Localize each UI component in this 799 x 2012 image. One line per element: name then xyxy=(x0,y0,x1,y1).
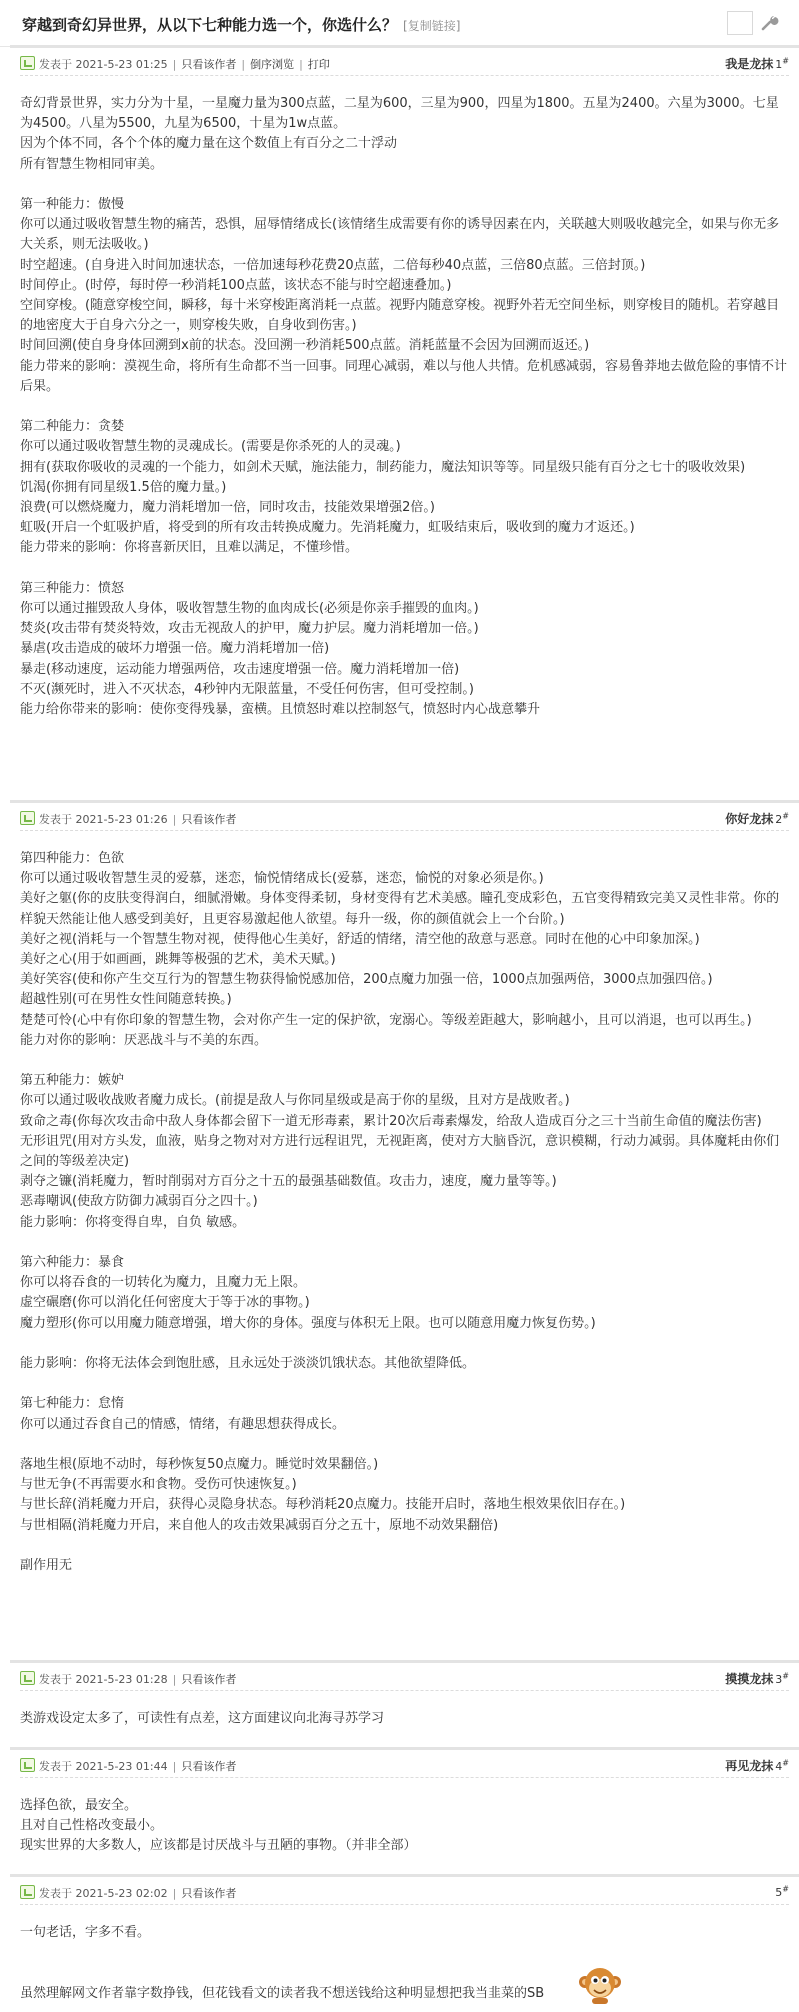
post-text-line: 剥夺之镰(消耗魔力，暂时削弱对方百分之十五的最强基础数值。攻击力，速度，魔力量等等。) xyxy=(20,1174,557,1190)
post-text-line: 选择色欲，最安全。 xyxy=(20,1798,138,1813)
post-text-line: 饥渴(你拥有同星级1.5倍的魔力量。) xyxy=(20,479,227,495)
post-body xyxy=(20,76,789,720)
blank-line xyxy=(20,175,789,195)
blank-line xyxy=(20,559,789,579)
blank-line xyxy=(20,1963,789,1983)
post-text-line: 能力影响：你将变得自卑，自负 敏感。 xyxy=(20,1214,246,1230)
post-icon xyxy=(20,811,35,825)
post-text-line: 因为个体不同，各个个体的魔力量在这个数值上有百分之二十浮动 xyxy=(20,136,398,152)
only-author-link[interactable]: 只看该作者 xyxy=(181,813,237,826)
post-text-line: 虹吸(开启一个虹吸护盾，将受到的所有攻击转换成魔力。先消耗魔力，虹吸结束后，吸收到的魔力才返还。) xyxy=(20,520,635,536)
post-text-line: 焚炎(攻击带有焚炎特效，攻击无视敌人的护甲，魔力护层。魔力消耗增加一倍。) xyxy=(20,621,479,637)
blank-line xyxy=(20,1943,789,1963)
post-text-line: 时空超速。(自身进入时间加速状态，一倍加速每秒花费20点蓝，二倍每秒40点蓝，三倍80点蓝。三倍封顶。) xyxy=(20,257,646,273)
monkey-emoji-icon xyxy=(578,1962,622,2006)
only-author-link[interactable]: 只看该作者 xyxy=(181,1887,237,1900)
post-icon xyxy=(20,1671,35,1685)
post-author xyxy=(725,810,789,827)
blank-line xyxy=(20,1435,789,1455)
post-text-line: 第三种能力：愤怒 xyxy=(20,580,125,596)
only-author-link[interactable]: 只看该作者 xyxy=(181,1673,237,1686)
post-text-line: 你可以通过吞食自己的情感，情绪，有趣思想获得成长。 xyxy=(20,1416,346,1432)
post-text-line: 第六种能力：暴食 xyxy=(20,1255,125,1271)
post-text-line: 时间回溯(使自身身体回溯到x前的状态。没回溯一秒消耗500点蓝。消耗蓝量不会因为回溯而返还。) xyxy=(20,338,590,354)
posted-prefix: 发表于 xyxy=(39,1760,72,1773)
post-text-line: 一句老话，字多不看。 xyxy=(20,1925,151,1940)
thread-title xyxy=(22,14,460,35)
blank-line xyxy=(20,1374,789,1394)
floor-number: 3# xyxy=(775,1671,789,1686)
post-text-line: 虽然理解网文作者靠字数挣钱，但花钱看文的读者我不想送钱给这种明显想把我当韭菜的SB xyxy=(20,1985,545,2001)
blank-line xyxy=(20,1051,789,1071)
post-text-line: 能力给你带来的影响：使你变得残暴，蛮横。且愤怒时难以控制怒气，愤怒时内心战意攀升 xyxy=(20,702,541,718)
post-text-line: 魔力塑形(你可以用魔力随意增强，增大你的身体。强度与体积无上限。也可以随意用魔力恢复伤势。) xyxy=(20,1315,596,1331)
title-checkbox[interactable] xyxy=(727,11,753,35)
post-text-line: 浪费(可以燃烧魔力，魔力消耗增加一倍，同时攻击，技能效果增强2倍。) xyxy=(20,500,435,516)
blank-line xyxy=(20,1334,789,1354)
author-name[interactable]: 再见龙抹 xyxy=(725,1759,774,1773)
post-text-line: 与世相隔(消耗魔力开启，来自他人的攻击效果减弱百分之五十，原地不动效果翻倍) xyxy=(20,1517,499,1533)
post-text-line: 能力带来的影响：你将喜新厌旧，且难以满足，不懂珍惜。 xyxy=(20,540,359,556)
only-author-link[interactable]: 只看该作者 xyxy=(181,1760,237,1773)
post-text-line: 与世无争(不再需要水和食物。受伤可快速恢复。) xyxy=(20,1477,297,1493)
post-text-line: 恶毒嘲讽(使敌方防御力减弱百分之四十。) xyxy=(20,1194,258,1210)
post-text-line: 美好之视(消耗与一个智慧生物对视，使得他心生美好，舒适的情绪，清空他的敌意与恶意。同时在他的心中印象加深。) xyxy=(20,931,700,947)
post-text-line: 不灭(濒死时，进入不灭状态，4秒钟内无限蓝量，不受任何伤害，但可受控制。) xyxy=(20,681,474,697)
author-name[interactable]: 摸摸龙抹 xyxy=(725,1672,774,1686)
post-meta: 发表于 2021-5-23 01:28 | 只看该作者 xyxy=(39,1673,237,1686)
post-meta: 发表于 2021-5-23 01:26 | 只看该作者 xyxy=(39,813,237,826)
post-text-line: 且对自己性格改变最小。 xyxy=(20,1818,164,1834)
post-text-line: 所有智慧生物相同审美。 xyxy=(20,156,164,172)
posted-prefix: 发表于 xyxy=(39,1887,72,1900)
post-body xyxy=(20,1778,789,1857)
post-text-line: 奇幻背景世界，实力分为十星，一星魔力量为300点蓝，二星为600，三星为900，四星为1800。五星为2400。六星为3000。七星为4500。八星为5500，九星为6500，十星为1w点蓝。 xyxy=(20,96,779,132)
post-icon xyxy=(20,1885,35,1899)
reverse-order-link[interactable]: 倒序浏览 xyxy=(250,58,295,71)
floor-number: 1# xyxy=(775,56,789,71)
post-meta: 发表于 2021-5-23 01:44 | 只看该作者 xyxy=(39,1760,237,1773)
print-link[interactable]: 打印 xyxy=(307,58,330,71)
post-text-line: 暴走(移动速度，运动能力增强两倍，攻击速度增强一倍。魔力消耗增加一倍) xyxy=(20,661,460,677)
post-text-line: 拥有(获取你吸收的灵魂的一个能力，如剑术天赋，施法能力，制药能力，魔法知识等等。同星级只能有百分之七十的吸收效果) xyxy=(20,459,746,475)
post-header xyxy=(20,803,789,831)
post-meta: 发表于 2021-5-23 01:25 | 只看该作者 | 倒序浏览 | 打印 xyxy=(39,58,330,71)
post-text-line: 你可以将吞食的一切转化为魔力，且魔力无上限。 xyxy=(20,1275,307,1291)
post-text-line: 第四种能力：色欲 xyxy=(20,851,125,866)
author-name[interactable]: 我是龙抹 xyxy=(725,57,774,71)
only-author-link[interactable]: 只看该作者 xyxy=(181,58,237,71)
post-body xyxy=(20,831,789,1576)
post-text-line: 美好之心(用于如画画，跳舞等极强的艺术，美术天赋。) xyxy=(20,952,336,968)
floor-number: 2# xyxy=(775,811,789,826)
post-text-line: 落地生根(原地不动时，每秒恢复50点魔力。睡觉时效果翻倍。) xyxy=(20,1457,379,1473)
post-header xyxy=(20,1663,789,1691)
post-4 xyxy=(10,1747,799,1857)
post-text-line: 副作用无 xyxy=(20,1558,73,1574)
post-text-line: 第一种能力：傲慢 xyxy=(20,197,125,212)
post-icon xyxy=(20,56,35,70)
floor-number: 4# xyxy=(775,1758,789,1773)
post-time: 2021-5-23 01:26 xyxy=(75,813,168,826)
post-icon xyxy=(20,1758,35,1772)
post-text-line: 能力对你的影响：厌恶战斗与不美的东西。 xyxy=(20,1032,268,1048)
post-5 xyxy=(10,1874,799,2004)
post-body xyxy=(20,1905,789,2004)
post-text-line: 你可以通过吸收智慧生灵的爱慕，迷恋，愉悦情绪成长(爱慕，迷恋，愉悦的对象必须是你。) xyxy=(20,871,544,887)
post-text-line: 暴虐(攻击造成的破坏力增强一倍。魔力消耗增加一倍) xyxy=(20,641,330,657)
blank-line xyxy=(20,1536,789,1556)
post-text-line: 无形诅咒(用对方头发，血液，贴身之物对对方进行远程诅咒，无视距离，使对方大脑昏沉，意识模糊，行动力减弱。具体魔耗由你们之间的等级差决定) xyxy=(20,1133,780,1170)
post-text-line: 你可以通过吸收战败者魔力成长。(前提是敌人与你同星级或是高于你的星级，且对方是战败者。) xyxy=(20,1093,570,1109)
post-text-line: 超越性别(可在男性女性间随意转换。) xyxy=(20,992,232,1008)
post-text-line: 虚空碾磨(你可以消化任何密度大于等于冰的事物。) xyxy=(20,1295,310,1311)
post-text-line: 能力影响：你将无法体会到饱肚感，且永远处于淡淡饥饿状态。其他欲望降低。 xyxy=(20,1356,476,1372)
floor-number: 5# xyxy=(775,1884,789,1899)
posted-prefix: 发表于 xyxy=(39,813,72,826)
post-header xyxy=(20,1750,789,1778)
post-1 xyxy=(10,45,799,720)
post-author xyxy=(725,1670,789,1687)
post-text-line: 美好之躯(你的皮肤变得润白，细腻滑嫩。身体变得柔韧，身材变得有艺术美感。瞳孔变成彩色，五官变得精致完美又灵性非常。你的样貌天然能让他人感受到美好，且更容易激起他人欲望。每升一级，你的颜值就会上一个台阶。) xyxy=(20,891,780,927)
post-text-line: 空间穿梭。(随意穿梭空间，瞬移，每十米穿梭距离消耗一点蓝。视野内随意穿梭。视野外若无空间坐标，则穿梭目的随机。若穿越目的地密度大于自身六分之一，则穿梭失败，自身收到伤害。) xyxy=(20,298,780,334)
post-text-line: 类游戏设定太多了，可读性有点差，这方面建议向北海寻苏学习 xyxy=(20,1711,385,1726)
post-time: 2021-5-23 01:28 xyxy=(75,1673,168,1686)
post-text-line: 楚楚可怜(心中有你印象的智慧生物，会对你产生一定的保护欲，宠溺心。等级差距越大，影响越小，且可以消退，也可以再生。) xyxy=(20,1012,752,1028)
post-author xyxy=(773,1884,789,1899)
posted-prefix: 发表于 xyxy=(39,1673,72,1686)
post-text-line: 时间停止。(时停，每时停一秒消耗100点蓝，该状态不能与时空超速叠加。) xyxy=(20,277,452,293)
post-time: 2021-5-23 01:44 xyxy=(75,1760,168,1773)
wrench-icon[interactable] xyxy=(761,13,779,31)
post-author xyxy=(725,1757,789,1774)
post-text-line: 你可以通过吸收智慧生物的痛苦，恐惧，屈辱情绪成长(该情绪生成需要有你的诱导因素在内，关联越大则吸收越完全，如果与你无多大关系，则无法吸收。) xyxy=(20,217,780,253)
post-2 xyxy=(10,800,799,1576)
blank-line xyxy=(20,1233,789,1253)
post-header xyxy=(20,48,789,76)
post-text-line: 你可以通过吸收智慧生物的灵魂成长。(需要是你杀死的人的灵魂。) xyxy=(20,439,401,455)
post-meta: 发表于 2021-5-23 02:02 | 只看该作者 xyxy=(39,1887,237,1900)
post-text-line: 现实世界的大多数人，应该都是讨厌战斗与丑陋的事物。（并非全部） xyxy=(20,1838,417,1854)
post-text-line: 第二种能力：贪婪 xyxy=(20,419,125,435)
post-text-line: 第五种能力：嫉妒 xyxy=(20,1073,125,1089)
post-time: 2021-5-23 01:25 xyxy=(75,58,168,71)
post-text-line: 你可以通过摧毁敌人身体，吸收智慧生物的血肉成长(必须是你亲手摧毁的血肉。) xyxy=(20,601,479,617)
thread-title-bar xyxy=(0,0,799,47)
copy-link-button[interactable]: [复制链接] xyxy=(403,19,461,33)
post-text-line: 能力带来的影响：漠视生命，将所有生命都不当一回事。同理心减弱，难以与他人共情。危机感减弱，容易鲁莽地去做危险的事情不计后果。 xyxy=(20,358,788,394)
blank-line xyxy=(20,397,789,417)
posted-prefix: 发表于 xyxy=(39,58,72,71)
post-text-line: 与世长辞(消耗魔力开启，获得心灵隐身状态。每秒消耗20点魔力。技能开启时，落地生根效果依旧存在。) xyxy=(20,1497,626,1513)
post-header xyxy=(20,1877,789,1905)
post-time: 2021-5-23 02:02 xyxy=(75,1887,168,1900)
post-text-line: 美好笑容(使和你产生交互行为的智慧生物获得愉悦感加倍，200点魔力加强一倍，1000点加强两倍，3000点加强四倍。) xyxy=(20,972,713,988)
post-3 xyxy=(10,1660,799,1729)
post-text-line: 第七种能力：怠惰 xyxy=(20,1396,125,1412)
post-text-line: 致命之毒(你每次攻击命中敌人身体都会留下一道无形毒素，累计20次后毒素爆发，给敌人造成百分之三十当前生命值的魔法伤害) xyxy=(20,1113,762,1129)
post-author xyxy=(725,55,789,72)
author-name[interactable]: 你好龙抹 xyxy=(725,812,774,826)
thread-title-text: 穿越到奇幻异世界，从以下七种能力选一个，你选什么？ xyxy=(22,16,398,34)
post-body xyxy=(20,1691,789,1729)
